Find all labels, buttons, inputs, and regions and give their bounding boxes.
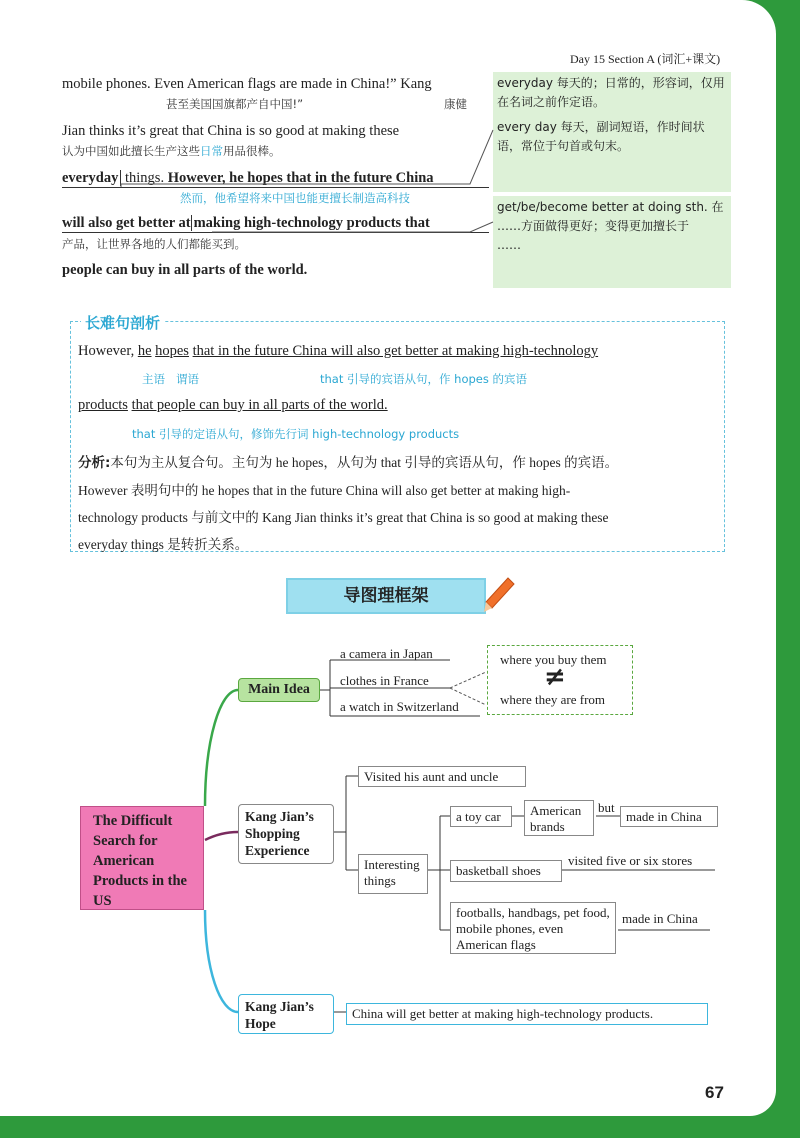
label-made-in-china-2: made in China xyxy=(622,911,698,926)
mindmap-root: The Difficult Search for American Products in the US xyxy=(80,806,204,910)
node-main-idea: Main Idea xyxy=(238,678,320,702)
label-attributive-clause: that 引导的定语从句，修饰先行词 high-technology products xyxy=(132,427,460,441)
node-visited: Visited his aunt and uncle xyxy=(358,766,526,787)
node-toy-car: a toy car xyxy=(450,806,512,827)
label-verb: 谓语 xyxy=(176,372,199,386)
branch-hope xyxy=(205,910,238,1012)
main-idea-item-3: a watch in Switzerland xyxy=(340,699,459,714)
node-shopping-experience: Kang Jian’s Shopping Experience xyxy=(238,804,334,864)
passage-line-4-translation: 产品，让世界各地的人们都能买到。 xyxy=(62,237,246,251)
passage-line-1: mobile phones. Even American flags are made in China!” Kang xyxy=(62,76,432,92)
passage-line-2-translation: 认为中国如此擅长生产这些日常用品很棒。 xyxy=(62,144,281,158)
passage-line-2: Jian thinks it’s great that China is so good at making these xyxy=(62,123,400,139)
label-visited-stores: visited five or six stores xyxy=(568,853,693,868)
note-where-you-buy: where you buy them xyxy=(500,652,607,667)
note-where-from: where they are from xyxy=(500,692,606,707)
main-idea-item-1: a camera in Japan xyxy=(340,646,433,661)
branch-main-idea xyxy=(205,690,238,806)
passage-line-5: people can buy in all parts of the world. xyxy=(62,262,308,278)
node-interesting-things: Interesting things xyxy=(358,854,428,894)
passage-line-1-translation: 甚至美国国旗都产自中国!” xyxy=(166,97,304,111)
node-hope: Kang Jian’s Hope xyxy=(238,994,334,1034)
mindmap-title: 导图理框架 xyxy=(286,578,486,614)
node-basketball-shoes: basketball shoes xyxy=(450,860,562,882)
label-object-clause: that 引导的宾语从句，作 hopes 的宾语 xyxy=(320,372,528,386)
analysis-paragraph: 分析:本句为主从复合句。主句为 he hopes，从句为 that 引导的宾语从句，作 hopes 的宾语。 However 表明句中的 he hopes that in the future China will also get better at making high- technology products 与前文中的 Kang Jian thinks it’s great that China is so good at making these everyday things 是转折关系。 xyxy=(78,455,619,552)
analysis-tag: 长难句剖析 xyxy=(81,312,164,333)
passage-line-1-name: 康健 xyxy=(444,97,467,111)
analysis-sentence-line-2: products that people can buy in all parts of the world. xyxy=(78,397,388,413)
branch-experience xyxy=(205,832,238,840)
passage-line-4: will also get better at making high-technology products that xyxy=(62,215,430,231)
running-header: Day 15 Section A (词汇+课文) xyxy=(570,52,721,66)
analysis-sentence-line-1: However, he hopes that in the future China will also get better at making high-technology xyxy=(78,343,599,359)
everyday-word: everyday xyxy=(62,170,121,186)
main-idea-item-2: clothes in France xyxy=(340,673,429,688)
node-footballs-etc: footballs, handbags, pet food, mobile phones, even American flags xyxy=(450,902,616,954)
page-number: 67 xyxy=(705,1083,724,1102)
node-hope-text: China will get better at making high-technology products. xyxy=(346,1003,708,1025)
passage-line-3-translation: 然而，他希望将来中国也能更擅长制造高科技 xyxy=(180,191,410,205)
not-equal-symbol: ≠ xyxy=(544,662,566,692)
label-subject: 主语 xyxy=(142,372,165,386)
note-get-better-at: get/be/become better at doing sth. 在 ……方面做得更好；变得更加擅长于 …… xyxy=(493,196,731,288)
main-idea-note-box xyxy=(487,645,633,715)
node-american-brands: American brands xyxy=(524,800,594,836)
note-everyday: everyday 每天的；日常的，形容词，仅用 在名词之前作定语。 every day 每天，副词短语，作时间状 语，常位于句首或句末。 xyxy=(493,72,731,192)
passage-line-3: everyday things. However, he hopes that in the future China xyxy=(62,170,434,186)
node-made-in-china-1: made in China xyxy=(620,806,718,827)
label-but: but xyxy=(598,800,615,815)
